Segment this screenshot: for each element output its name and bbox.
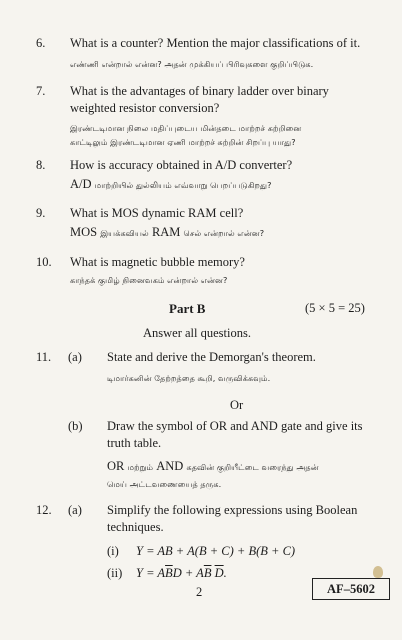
question-text-tamil: காட்டிலும் இரண்டடிமான ஏணி மாற்றச் சுற்றின் சிறப்பு யாது? — [70, 137, 296, 147]
abbr: A/D — [70, 177, 92, 191]
question-text-tamil — [70, 224, 264, 241]
question-number: 10. — [36, 255, 52, 269]
question-text-tamil: காந்தக் குமிழ் நினைவகம் என்றால் என்ன? — [70, 275, 228, 285]
part-instruction: Answer all questions. — [143, 326, 251, 340]
question-text-tamil: இரண்டடிமான நிலை மதிப்புடைய மின்தடை மாற்றச் சுற்றினை — [70, 123, 302, 133]
or-separator: Or — [230, 398, 244, 412]
boolean-expression: $Y = A\overline{B}D + A\overline{B}$ $\overline{D}$. — [136, 566, 227, 580]
boolean-expression: Y = AB + A(B + C) + B(B + C) — [136, 544, 296, 558]
question-text-tamil — [107, 458, 319, 475]
part-marks: (5 × 5 = 25) — [305, 301, 365, 315]
part-title: Part B — [169, 301, 206, 316]
subpart-label: (a) — [68, 503, 82, 517]
question-text: techniques. — [107, 520, 164, 534]
question-text: What is MOS dynamic RAM cell? — [70, 206, 244, 220]
question-text: State and derive the Demorgan's theorem. — [107, 350, 316, 364]
abbr: AND — [156, 459, 184, 473]
item-label: (ii) — [107, 566, 123, 580]
question-text: Draw the symbol of OR and AND gate and give its — [107, 419, 363, 433]
abbr: RAM — [151, 225, 181, 239]
tamil-text: மாற்றியில் துல்லியம் எவ்வாறு பெறப்படுகிறது? — [94, 180, 272, 190]
question-text: weighted resistor conversion? — [70, 101, 220, 115]
question-number: 8. — [36, 158, 46, 172]
item-label: (i) — [107, 544, 119, 558]
question-number: 7. — [36, 84, 46, 98]
question-text-tamil: மெய் அட்டவணையைத் தருக. — [107, 479, 222, 489]
question-text: What is the advantages of binary ladder over binary — [70, 84, 329, 98]
question-number: 11. — [36, 350, 52, 364]
page-number: 2 — [196, 585, 203, 599]
paper-code-badge: AF–5602 — [312, 578, 390, 600]
question-text: truth table. — [107, 436, 162, 450]
tamil-text: செல் என்றால் என்ன? — [183, 228, 265, 238]
question-text: What is a counter? Mention the major classifications of it. — [70, 36, 361, 50]
question-text-tamil: டிமார்கனின் தேற்றத்தை கூறி, வருவிக்கவும். — [107, 373, 271, 383]
tamil-text: இயக்கவியல் — [100, 228, 149, 238]
subpart-label: (a) — [68, 350, 82, 364]
question-text: What is magnetic bubble memory? — [70, 255, 245, 269]
question-text: Simplify the following expressions using Boolean — [107, 503, 358, 517]
tamil-text: மற்றும் — [127, 462, 154, 472]
tamil-text: கதவின் குறியீட்டை வரைந்து அதன் — [186, 462, 319, 472]
subpart-label: (b) — [68, 419, 83, 433]
abbr: OR — [107, 459, 125, 473]
paper-stain — [373, 566, 383, 578]
abbr: MOS — [70, 225, 98, 239]
question-text-tamil: எண்ணி என்றால் என்ன? அதன் முக்கியப் பிரிவுகளை குறிப்பிடுக. — [70, 59, 314, 69]
question-number: 6. — [36, 36, 46, 50]
question-text-tamil — [70, 176, 271, 193]
question-number: 12. — [36, 503, 52, 517]
question-number: 9. — [36, 206, 46, 220]
question-text: How is accuracy obtained in A/D converter? — [70, 158, 293, 172]
